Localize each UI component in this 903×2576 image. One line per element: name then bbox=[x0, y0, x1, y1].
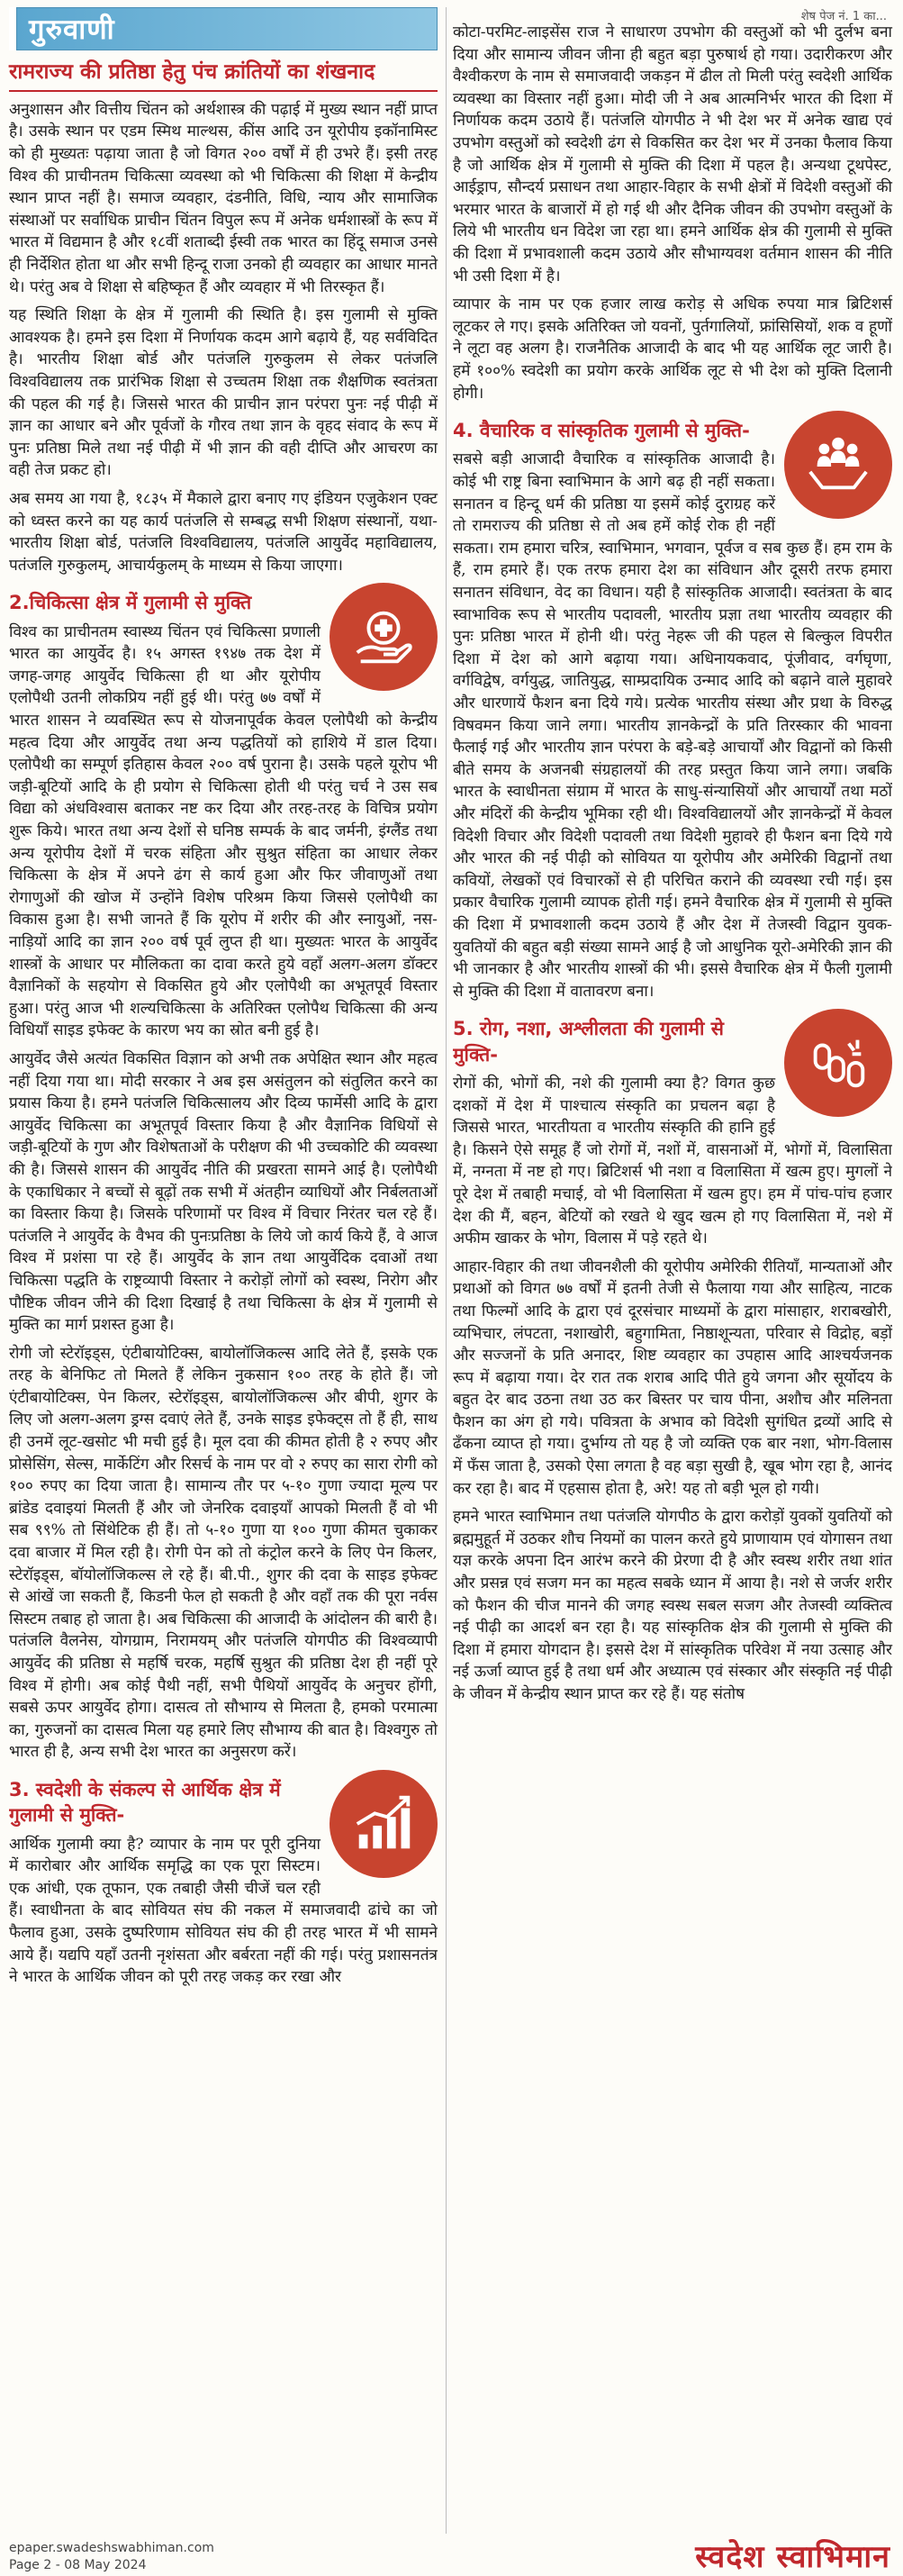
footer-site-link[interactable]: epaper.swadeshswabhiman.com bbox=[9, 2541, 214, 2555]
section-heading: 2.चिकित्सा क्षेत्र में गुलामी से मुक्ति bbox=[9, 592, 252, 614]
section-paragraph: आहार-विहार की तथा जीवनशैली की यूरोपीय अमेरिकी रीतियाँ, मान्यताओं और प्रथाओं को विगत ७७ वर्षों में इतनी तेजी से फैलाया गया और साहित्य, नाटक तथा फिल्मों आदि के द्वारा एवं दूरसंचार माध्यमों के द्वारा मांसाहार, शराबखोरी, व्यभिचार, लंपटता, नशाखोरी, बहुगामिता, निष्ठाशून्यता, परिवार से विद्रोह, बड़ों और सज्जनों के प्रति अनादर, शिष्ट व्यवहार का उपहास आदि आश्चर्यजनक रूप में बढ़ाया गया। देर रात तक शराब आदि पीते हुये जगना और सूर्योदय के बहुत देर बाद उठना तथा उठ कर बिस्तर पर चाय पीना, अशौच और मलिनता फैशन का अंग हो गये। पवित्रता के अभाव को विदेशी सुगंधित द्रव्यों आदि से ढँकना व्याप्त हो गया। दुर्भाग्य तो यह है जो व्यक्ति एक बार नशा, भोग-विलास में फँस जाता है, उसको ऐसा लगता है वह बड़ा सुखी है, खूब भोग रहा है, आनंद कर रहा है। बाद में एहसास होता है, अरे! यह तो बड़ी भूल हो गयी। bbox=[453, 1257, 892, 1498]
intro-paragraph: अनुशासन और वित्तीय चिंतन को अर्थशास्त्र की पढ़ाई में मुख्य स्थान नहीं प्राप्त है। उसके स्थान पर एडम स्मिथ माल्थस, कींस आदि उन यूरोपीय इकॉनामिस्ट को ही मुख्यतः पढ़ाया जाता है जो विगत २०० वर्षों में ही उभरे हैं। इसी तरह विश्व की प्राचीनतम चिकित्सा व्यवस्था को भी चिकित्सा की शिक्षा में केन्द्रीय स्थान प्राप्त नहीं है। समाज व्यवहार, दंडनीति, विधि, न्याय और सामाजिक संस्थाओं पर सर्वाधिक प्राचीन चिंतन विपुल रूप में अनेक धर्मशास्त्रों के रूप में भारत में विद्यमान है और १८वीं शताब्दी ईस्वी तक भारत का हिंदू समाज उनसे ही निर्देशित होता था और सभी हिन्दू राजा उनको ही व्यवहार का आधार मानते थे। परंतु अब वे शिक्षा से बहिष्कृत हैं और व्यवहार में भी तिरस्कृत हैं। bbox=[9, 100, 438, 296]
section-cultural bbox=[453, 411, 892, 1009]
broken-chains-icon bbox=[784, 1009, 892, 1117]
section-paragraph: रोगी जो स्टेरॉइड्स, एंटीबायोटिक्स, बायोलॉजिकल्स आदि लेते हैं, इसके एक तरह के बेनिफिट तो मिलते हैं लेकिन नुकसान १०० तरह के होते हैं। जो एंटीबायोटिक्स, पेन किलर, स्टेरॉइड्स, बायोलॉजिकल्स और बीपी, शुगर के लिए जो अलग-अलग ड्रग्स दवाएं लेते हैं, उनके साइड इफेक्ट्स तो हैं ही, साथ ही उनमें लूट-खसोट भी मची हुई है। मूल दवा की कीमत होती है २ रुपए और प्रोसेसिंग, सेल्स, मार्केटिंग और रिसर्च के नाम पर वो २ रुपए का सारा रोगी को १०० रुपए का दिया जाता है। सामान्य तौर पर ५-१० गुणा ज्यादा मूल्य पर ब्रांडेड दवाइयां मिलती हैं और जो जेनरिक दवाइयाँ आपको मिलती हैं वो भी सब ९९% तो सिंथेटिक ही हैं। तो ५-१० गुणा या १०० गुणा कीमत चुकाकर दवा बाजार में मिल रही है। रोगी पेन को तो कंट्रोल करने के लिए पेन किलर, स्टेरॉइड्स, बॉयोलॉजिकल्स ले रहे हैं। बी.पी., शुगर की दवा के साइड इफेक्ट से आंखें जा सकती हैं, किडनी फेल हो सकती है और वहाँ तक की पूरा नर्वस सिस्टम तबाह हो जाता है। अब चिकित्सा की आजादी के आंदोलन की बारी है। पतंजलि वैलनेस, योगग्राम, निरामयम् और पतंजलि योगपीठ की विश्वव्यापी आयुर्वेद की प्रतिष्ठा से महर्षि चरक, महर्षि सुश्रुत की प्रतिष्ठा देश ही नहीं पूरे विश्व में होगी। अब कोई पैथी नहीं, सभी पैथियों आयुर्वेद के अनुचर होंगी, सबसे ऊपर आयुर्वेद होगा। दासत्व तो सौभाग्य से मिलता है, हमको परमात्मा का, गुरुजनों का दासत्व मिला यह हमारे लिए सौभाग्य की बात है। विश्वगुरु तो भारत ही है, अन्य सभी देश भारत का अनुसरण करें। bbox=[9, 1344, 438, 1762]
growth-chart-icon bbox=[330, 1770, 438, 1878]
medical-cross-hand-icon bbox=[330, 583, 438, 691]
newspaper-page bbox=[9, 7, 894, 2575]
section-heading: 3. स्वदेशी के संकल्प से आर्थिक क्षेत्र में गुलामी से मुक्ति- bbox=[9, 1778, 281, 1827]
section-heading: 5. रोग, नशा, अश्लीलता की गुलामी से मुक्ति- bbox=[453, 1018, 724, 1066]
column-banner bbox=[9, 7, 438, 50]
section-paragraph: हमने भारत स्वाभिमान तथा पतंजलि योगपीठ के द्वारा करोड़ों युवकों युवतियों को ब्रह्ममुहूर्त में उठकर शौच नियमों का पालन करते हुये प्राणायाम एवं योगासन तथा यज्ञ करके अपना दिन आरंभ करने की प्रेरणा दी है और स्वस्थ शरीर तथा शांत और प्रसन्न एवं सजग मन का महत्व सबके ध्यान में आया है। नशे से जर्जर शरीर को फैशन की चीज मानने की जगह स्वस्थ सबल सजग और तेजस्वी व्यक्तित्व नई पीढ़ी का आदर्श बन रहा है। यह सांस्कृतिक क्षेत्र की गुलामी से मुक्ति की दिशा में हमारा योगदान है। इससे देश में सांस्कृतिक परिवेश में नया उत्साह और नई ऊर्जा व्याप्त हुई है तथा धर्म और अध्यात्म एवं संस्कार और संस्कृति नई पीढ़ी के जीवन में केन्द्रीय स्थान प्राप्त कर रहे हैं। यह संतोष bbox=[453, 1508, 893, 1703]
people-group-hands-icon bbox=[784, 411, 892, 519]
footer-page-info: Page 2 - 08 May 2024 bbox=[9, 2557, 147, 2572]
continued-paragraph: कोटा-परमिट-लाइसेंस राज ने साधारण उपभोग की वस्तुओं को भी दुर्लभ बना दिया और सामान्य जीवन जीना ही बहुत बड़ा पुरुषार्थ हो गया। उदारीकरण और वैश्वीकरण के नाम से समाजवादी जकड़न में ढील तो मिली परंतु स्वदेशी आर्थिक व्यवस्था का विस्तार नहीं हुआ। मोदी जी ने अब आत्मनिर्भर भारत की दिशा में निर्णायक कदम उठाये हैं। पतंजलि योगपीठ ने भी देश भर में अनेक खाद्य एवं उपभोग वस्तुओं को स्वदेशी ढंग से विकसित कर देश भर में उनका फैलाव किया है जो आर्थिक क्षेत्र में गुलामी से मुक्ति की दिशा में पहल है। अन्यथा टूथपेस्ट, आईड्राप, सौन्दर्य प्रसाधन तथा आहार-विहार के सभी क्षेत्रों में विदेशी वस्तुओं की भरमार भारत के बाजारों में हो गई थी और दैनिक जीवन की उपभोग वस्तुओं के लिये भी भारतीय धन विदेश जा रहा था। हमने आर्थिक क्षेत्र की गुलामी से मुक्ति की दिशा में प्रभावशाली कदम उठाये और सौभाग्यवश वर्तमान शासन की नीति भी उसी दिशा में है। bbox=[453, 23, 892, 286]
left-column bbox=[9, 7, 438, 1995]
intro-paragraph: यह स्थिति शिक्षा के क्षेत्र में गुलामी की स्थिति है। इस गुलामी से मुक्ति आवश्यक है। हमने इस दिशा में निर्णायक कदम आगे बढ़ाये हैं, यह सर्वविदित है। भारतीय शिक्षा बोर्ड और पतंजलि गुरुकुलम से लेकर पतंजलि विश्वविद्यालय तक प्रारंभिक शिक्षा से उच्चतम शिक्षा तक शैक्षणिक स्वतंत्रता की पहल की गई है। जिससे भारत की प्राचीन ज्ञान परंपरा पुनः नई पीढ़ी में ज्ञान का आधार बने और पूर्वजों के गौरव तथा ज्ञान के वृहद संवाद के रूप में पुनः प्रतिष्ठा मिले तथा नई पीढ़ी में भी ज्ञान की वही दीप्ति और आचरण का वही तेज प्रकट हो। bbox=[9, 306, 438, 480]
footer-info bbox=[9, 2540, 214, 2574]
intro-paragraph: अब समय आ गया है, १८३५ में मैकाले द्वारा बनाए गए इंडियन एजुकेशन एक्ट को ध्वस्त करने का यह कार्य पतंजलि से सम्बद्ध सभी शिक्षण संस्थानों, यथा- भारतीय शिक्षा बोर्ड, पतंजलि विश्वविद्यालय, पतंजलि आयुर्वेद महाविद्यालय, पतंजलि गुरुकुलम्, आचार्यकुलम् के माध्यम से किया जाएगा। bbox=[9, 489, 438, 575]
continued-paragraph: व्यापार के नाम पर एक हजार लाख करोड़ से अधिक रुपया मात्र ब्रिटिशर्स लूटकर ले गए। इसके अतिरिक्त जो यवनों, पुर्तगालियों, फ्रांसिसियों, शक व हूणों ने लूटा वह अलग है। राजनैतिक आजादी के बाद भी यह आर्थिक लूट जारी है। हमें १००% स्वदेशी का प्रयोग करके आर्थिक लूट से भी देश को मुक्ति दिलानी होगी। bbox=[453, 295, 892, 403]
section-addiction bbox=[453, 1009, 892, 1256]
column-label: गुरुवाणी bbox=[29, 14, 115, 46]
masthead-logo: स्वदेश स्वाभिमान bbox=[695, 2539, 890, 2575]
column-divider bbox=[446, 7, 447, 2534]
section-paragraph: विश्व का प्राचीनतम स्वास्थ्य चिंतन एवं चिकित्सा प्रणाली भारत का आयुर्वेद है। १५ अगस्त १९४७ तक देश में जगह-जगह आयुर्वेद चिकित्सा ही था और यूरोपीय एलोपैथी उतनी लोकप्रिय नहीं हुई थी। परंतु ७७ वर्षों में भारत शासन ने व्यवस्थित रूप से योजनापूर्वक केवल एलोपैथी को केन्द्रीय महत्व दिया और आयुर्वेद तथा अन्य पद्धतियों को हाशिये में डाल दिया। एलोपैथी का सम्पूर्ण इतिहास केवल २०० वर्ष पुराना है। उसके पहले यूरोप भी जड़ी-बूटियों आदि के ही प्रयोग से चिकित्सा होती थी परंतु चर्च ने उस सब विद्या को अंधविश्वास बताकर नष्ट कर दिया और तरह-तरह के विचित्र प्रयोग शुरू किये। भारत तथा अन्य देशों से घनिष्ठ सम्पर्क के बाद जर्मनी, इंग्लैंड तथा अन्य यूरोपीय देशों में चरक संहिता और सुश्रुत संहिता का आधार लेकर चिकित्सा के क्षेत्र में अपने ढंग से कार्य हुआ और फिर जीवाणुओं तथा रोगाणुओं की खोज में उन्होंने विशेष परिश्रम किया जिससे एलोपैथी का विकास हुआ है। सभी जानते हैं कि यूरोप में शरीर की और स्नायुओं, नस-नाड़ियों आदि का ज्ञान २०० वर्ष पूर्व लुप्त ही था। मुख्यतः भारत के आयुर्वेद शास्त्रों के आधार पर मौलिकता का दावा करते हुये वहाँ अलग-अलग डॉक्टर वैज्ञानिकों के सहयोग से विकसित हुये और एलोपैथी का अभूतपूर्व विस्तार हुआ। परंतु आज भी शल्यचिकित्सा के अतिरिक्त एलोपैथ चिकित्सा की अन्य विधियाँ साइड इफेक्ट के कारण भय का स्रोत बनी हुई है। bbox=[9, 622, 438, 1040]
section-medical bbox=[9, 583, 438, 1048]
section-paragraph: सबसे बड़ी आजादी वैचारिक व सांस्कृतिक आजादी है। कोई भी राष्ट्र बिना स्वाभिमान के आगे बढ़ ही नहीं सकता। सनातन व हिन्दू धर्म की प्रतिष्ठा या इसमें कोई दुराग्रह करें तो रामराज्य की प्रतिष्ठा से तो अब हमें कोई रोक ही नहीं सकता। राम हमारा चरित्र, स्वाभिमान, भगवान, पूर्वज व सब कुछ हैं। हम राम के हैं, राम हमारे हैं। एक तरफ हमारा देश का संविधान और दूसरी तरफ हमारा सनातन संविधान, वेद का विधान। यही है सांस्कृतिक आजादी। स्वतंत्रता के बाद स्वाभाविक रूप से भारतीय पदावली, भारतीय प्रज्ञा तथा भारतीय व्यवहार की पुनः प्रतिष्ठा भारत में होनी थी। परंतु नेहरू जी की पहल से बिल्कुल विपरीत दिशा में देश को आगे बढ़ाया गया। अधिनायकवाद, पूंजीवाद, वर्गघृणा, वर्गविद्वेष, वर्गयुद्ध, जातियुद्ध, साम्प्रदायिक उन्माद आदि को बढ़ाने वाले मुहावरे और धारणायें फैशन बना दिये गये। प्रत्येक भारतीय संस्था और प्रथा के विरुद्ध विषवमन किया जाने लगा। भारतीय ज्ञानकेन्द्रों के प्रति तिरस्कार की भावना फैलाई गई और भारतीय ज्ञान परंपरा के बड़े-बड़े आचार्यों और विद्वानों को किसी बीते समय के अजनबी संग्रहालयों की तरह प्रस्तुत किया जाने लगा। जबकि भारत के स्वाधीनता संग्राम में भारत के साधु-संन्यासियों और आचार्यों तथा मठों और मंदिरों की केन्द्रीय भूमिका रही थी। विश्वविद्यालयों और ज्ञानकेन्द्रों में केवल विदेशी विचार और विदेशी पदावली तथा विदेशी मुहावरे ही फैशन बना दिये गये और भारत की नई पीढ़ी को सोवियत या यूरोपीय और अमेरिकी विद्वानों तथा कवियों, लेखकों एवं विचारकों से ही परिचित कराने की व्यवस्था रची गई। इस प्रकार वैचारिक गुलामी व्यापक होती गई। हमने वैचारिक क्षेत्र में गुलामी से मुक्ति की दिशा में प्रभावशाली कदम उठाये हैं और देश में तेजस्वी विद्वान युवक-युवतियों की बहुत बड़ी संख्या सामने आई है जो आधुनिक यूरो-अमेरिकी ज्ञान की भी जानकार है और भारतीय शास्त्रों की भी। इससे वैचारिक क्षेत्र में फैली गुलामी से मुक्ति की दिशा में वातावरण बना। bbox=[453, 450, 892, 1001]
section-paragraph: रोगों की, भोगों की, नशे की गुलामी क्या है? विगत कुछ दशकों में देश में पाश्चात्य संस्कृति का प्रचलन बढ़ा है जिससे भारत, भारतीयता व भारतीय संस्कृति की हानि हुई है। किसने ऐसे समूह हैं जो रोगों में, नशों में, वासनाओं में, भोगों में, विलासिता में, नग्नता में नष्ट हो गए। ब्रिटिशर्स भी नशा व विलासिता में खत्म हुए। मुगलों ने पूरे देश में तबाही मचाई, वो भी विलासिता में खत्म हुए। हम में पांच-पांच हजार देश की मैं, बहन, बेटियों को रखते थे खुद खत्म हो गए विलासिता में, नशे में अफीम खाकर के भोग, विलास में पड़े रहते थे। bbox=[453, 1074, 892, 1248]
section-paragraph: आर्थिक गुलामी क्या है? व्यापार के नाम पर पूरी दुनिया में कारोबार और आर्थिक समृद्धि का एक पूरा सिस्टम। एक आंधी, एक तूफान, एक तबाही जैसी चीजें चल रही हैं। स्वाधीनता के बाद सोवियत संघ की नकल में समाजवादी ढांचे का जो फैलाव हुआ, उसके दुष्परिणाम सोवियत संघ की ही तरह भारत में भी सामने आये हैं। यद्यपि यहाँ उतनी नृशंसता और बर्बरता नहीं की गई। परंतु प्रशासनतंत्र ने भारत के आर्थिक जीवन को पूरी तरह जकड़ कर रखा और bbox=[9, 1835, 438, 1987]
right-column bbox=[453, 7, 892, 1712]
article-headline: रामराज्य की प्रतिष्ठा हेतु पंच क्रांतियों का शंखनाद bbox=[9, 59, 438, 92]
section-economic bbox=[9, 1770, 438, 1995]
section-paragraph: आयुर्वेद जैसे अत्यंत विकसित विज्ञान को अभी तक अपेक्षित स्थान और महत्व नहीं दिया गया था। मोदी सरकार ने अब इस असंतुलन को संतुलित करने का प्रयास किया है। हमने पतंजलि चिकित्सालय और दिव्य फार्मेसी आदि के द्वारा आयुर्वेद चिकित्सा का अभूतपूर्व विस्तार किया है और वैज्ञानिक विधियों से जड़ी-बूटियों के गुण और विशेषताओं के परीक्षण की भी उच्चकोटि की व्यवस्था की है। जिससे शासन की आयुर्वेद नीति की प्रखरता सामने आई है। एलोपैथी के एकाधिकार ने बच्चों से बूढ़ों तक सभी में अंतहीन व्याधियों और निर्बलताओं का विस्तार किया है। जिसके परिणामों पर विश्व में विचार निरंतर चल रहे हैं। पतंजलि ने आयुर्वेद के वैभव की पुनःप्रतिष्ठा के लिये जो कार्य किये हैं, वे आज विश्व में प्रशंसा पा रहे हैं। आयुर्वेद के ज्ञान तथा आयुर्वेदिक दवाओं तथा चिकित्सा पद्धति के राष्ट्रव्यापी विस्तार ने करोड़ों लोगों को स्वस्थ, निरोग और पौष्टिक जीवन जीने की दिशा दिखाई है तथा चिकित्सा के क्षेत्र में गुलामी से मुक्ति का मार्ग प्रशस्त हुआ है। bbox=[9, 1049, 438, 1335]
section-heading: 4. वैचारिक व सांस्कृतिक गुलामी से मुक्ति- bbox=[453, 420, 750, 442]
continued-tag: शेष पेज नं. 1 का... bbox=[800, 10, 887, 23]
